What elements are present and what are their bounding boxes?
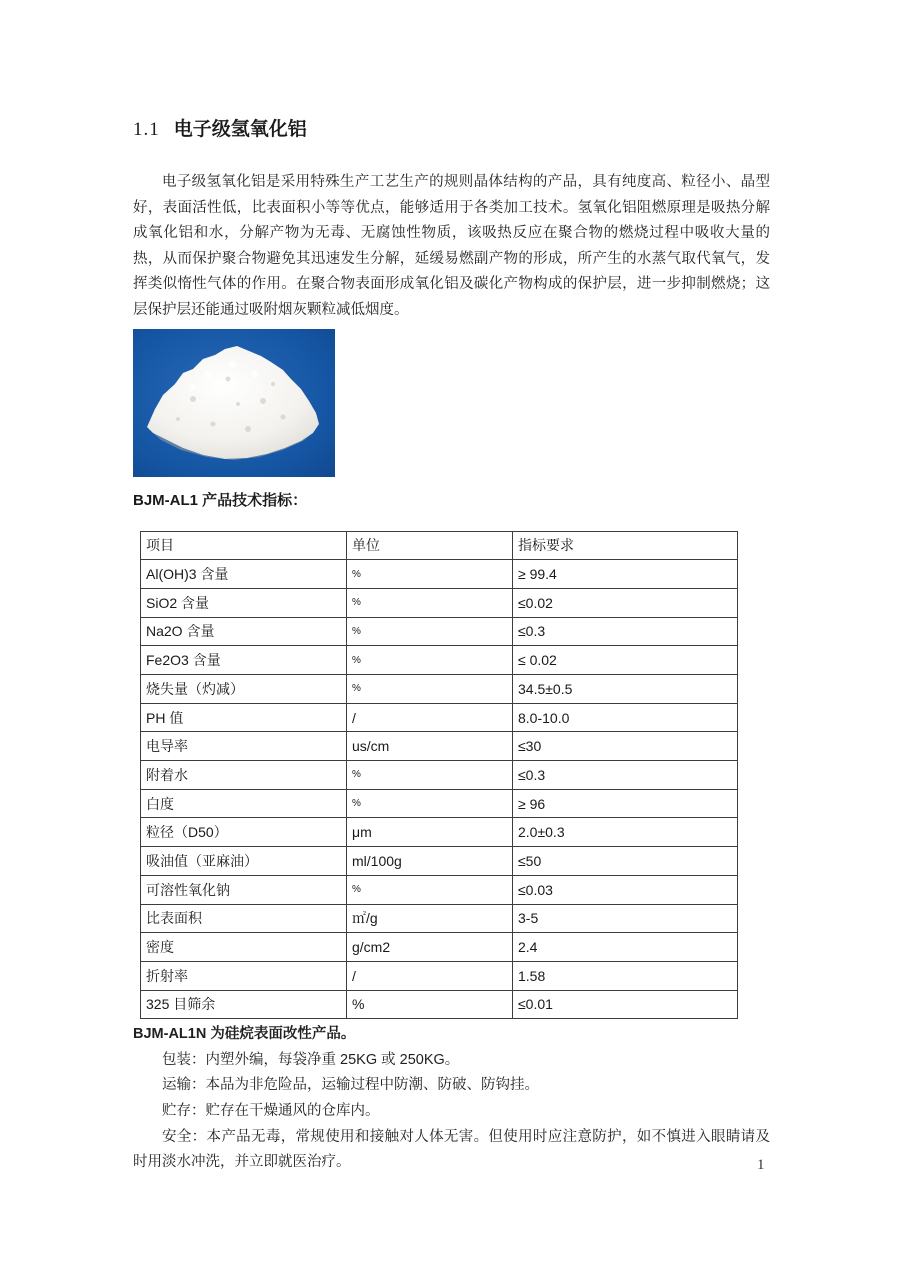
- table-cell-unit: ml/100g: [347, 847, 513, 876]
- table-cell-item: SiO2 含量: [141, 588, 347, 617]
- spec-table-row: [141, 818, 738, 847]
- table-cell-unit: %: [347, 990, 513, 1019]
- table-cell-item: 吸油值（亚麻油）: [141, 847, 347, 876]
- table-cell-item: 白度: [141, 789, 347, 818]
- spec-table-row: [141, 990, 738, 1019]
- spec-table-row: [141, 933, 738, 962]
- packaging-note: 包装：内塑外编，每袋净重 25KG 或 250KG。: [162, 1051, 460, 1068]
- table-cell-unit: g/cm2: [347, 933, 513, 962]
- table-cell-spec: ≥ 99.4: [513, 560, 738, 589]
- document-content: [133, 0, 770, 1176]
- spec-table-row: [141, 961, 738, 990]
- table-cell-spec: 3-5: [513, 904, 738, 933]
- notes-section: [133, 1022, 770, 1176]
- table-cell-item: 可溶性氧化钠: [141, 875, 347, 904]
- column-header-spec: 指标要求: [513, 531, 738, 560]
- table-cell-item: 折射率: [141, 961, 347, 990]
- table-cell-item: Na2O 含量: [141, 617, 347, 646]
- section-number: 1.1: [133, 119, 160, 140]
- table-cell-item: 粒径（D50）: [141, 818, 347, 847]
- table-cell-item: 比表面积: [141, 904, 347, 933]
- table-cell-unit: %: [347, 646, 513, 675]
- transport-note: 运输：本品为非危险品，运输过程中防潮、防破、防钩挂。: [162, 1077, 539, 1094]
- spec-table-row: [141, 761, 738, 790]
- table-cell-unit: %: [347, 761, 513, 790]
- table-cell-unit: %: [347, 588, 513, 617]
- spec-table-row: [141, 560, 738, 589]
- table-cell-spec: ≤30: [513, 732, 738, 761]
- table-cell-item: Al(OH)3 含量: [141, 560, 347, 589]
- spec-table-row: [141, 904, 738, 933]
- intro-paragraph: 电子级氢氧化铝是采用特殊生产工艺生产的规则晶体结构的产品，具有纯度高、粒径小、晶型好，表面活性低，比表面积小等等优点，能够适用于各类加工技术。氢氧化铝阻燃原理是吸热分解成氧化铝和水，分解产物为无毒、无腐蚀性物质，该吸热反应在聚合物的燃烧过程中吸收大量的热，从而保护聚合物避免其迅速发生分解，延缓易燃副产物的形成，所产生的水蒸气取代氧气，发挥类似惰性气体的作用。在聚合物表面形成氧化铝及碳化产物构成的保护层，进一步抑制燃烧；这层保护层还能通过吸附烟灰颗粒减低烟度。: [133, 174, 770, 318]
- table-cell-spec: ≤0.01: [513, 990, 738, 1019]
- table-cell-unit: /: [347, 961, 513, 990]
- spec-table-row: [141, 703, 738, 732]
- table-cell-spec: 2.0±0.3: [513, 818, 738, 847]
- table-cell-spec: 1.58: [513, 961, 738, 990]
- table-cell-item: PH 值: [141, 703, 347, 732]
- table-cell-unit: %: [347, 675, 513, 704]
- table-cell-item: 密度: [141, 933, 347, 962]
- spec-table-row: [141, 588, 738, 617]
- spec-table-row: [141, 675, 738, 704]
- column-header-item: 项目: [141, 531, 347, 560]
- table-cell-unit: ㎡/g: [347, 904, 513, 933]
- safety-note: 安全：本产品无毒，常规使用和接触对人体无害。但使用时应注意防护，如不慎进入眼睛请及时用淡水冲洗，并立即就医治疗。: [133, 1128, 770, 1171]
- section-heading: [133, 117, 770, 143]
- storage-note: 贮存：贮存在干燥通风的仓库内。: [162, 1103, 380, 1120]
- table-cell-spec: ≤0.3: [513, 761, 738, 790]
- spec-table-row: [141, 617, 738, 646]
- table-cell-spec: 2.4: [513, 933, 738, 962]
- spec-table-body: [141, 560, 738, 1019]
- table-cell-item: Fe2O3 含量: [141, 646, 347, 675]
- powder-image: [133, 329, 335, 477]
- spec-table-row: [141, 875, 738, 904]
- table-cell-unit: us/cm: [347, 732, 513, 761]
- section-title: 电子级氢氧化铝: [173, 119, 307, 140]
- table-cell-spec: ≤0.02: [513, 588, 738, 617]
- table-cell-unit: %: [347, 617, 513, 646]
- table-cell-spec: 34.5±0.5: [513, 675, 738, 704]
- table-cell-unit: %: [347, 560, 513, 589]
- table-cell-item: 附着水: [141, 761, 347, 790]
- table-cell-unit: μm: [347, 818, 513, 847]
- table-cell-unit: %: [347, 875, 513, 904]
- page-number: 1: [757, 1157, 765, 1173]
- spec-table-header-row: [141, 531, 738, 560]
- variant-note: BJM-AL1N 为硅烷表面改性产品。: [133, 1026, 356, 1043]
- product-photo: [133, 329, 335, 477]
- table-cell-spec: ≥ 96: [513, 789, 738, 818]
- table-cell-item: 烧失量（灼减）: [141, 675, 347, 704]
- table-caption: BJM-AL1 产品技术指标：: [133, 491, 308, 509]
- table-cell-item: 325 目筛余: [141, 990, 347, 1019]
- spec-table-row: [141, 732, 738, 761]
- table-cell-spec: ≤0.03: [513, 875, 738, 904]
- table-cell-item: 电导率: [141, 732, 347, 761]
- spec-table-row: [141, 789, 738, 818]
- table-cell-unit: %: [347, 789, 513, 818]
- table-cell-unit: /: [347, 703, 513, 732]
- spec-table: [140, 531, 738, 1020]
- spec-table-row: [141, 646, 738, 675]
- spec-table-row: [141, 847, 738, 876]
- column-header-unit: 单位: [347, 531, 513, 560]
- table-cell-spec: 8.0-10.0: [513, 703, 738, 732]
- table-cell-spec: ≤0.3: [513, 617, 738, 646]
- table-cell-spec: ≤ 0.02: [513, 646, 738, 675]
- table-cell-spec: ≤50: [513, 847, 738, 876]
